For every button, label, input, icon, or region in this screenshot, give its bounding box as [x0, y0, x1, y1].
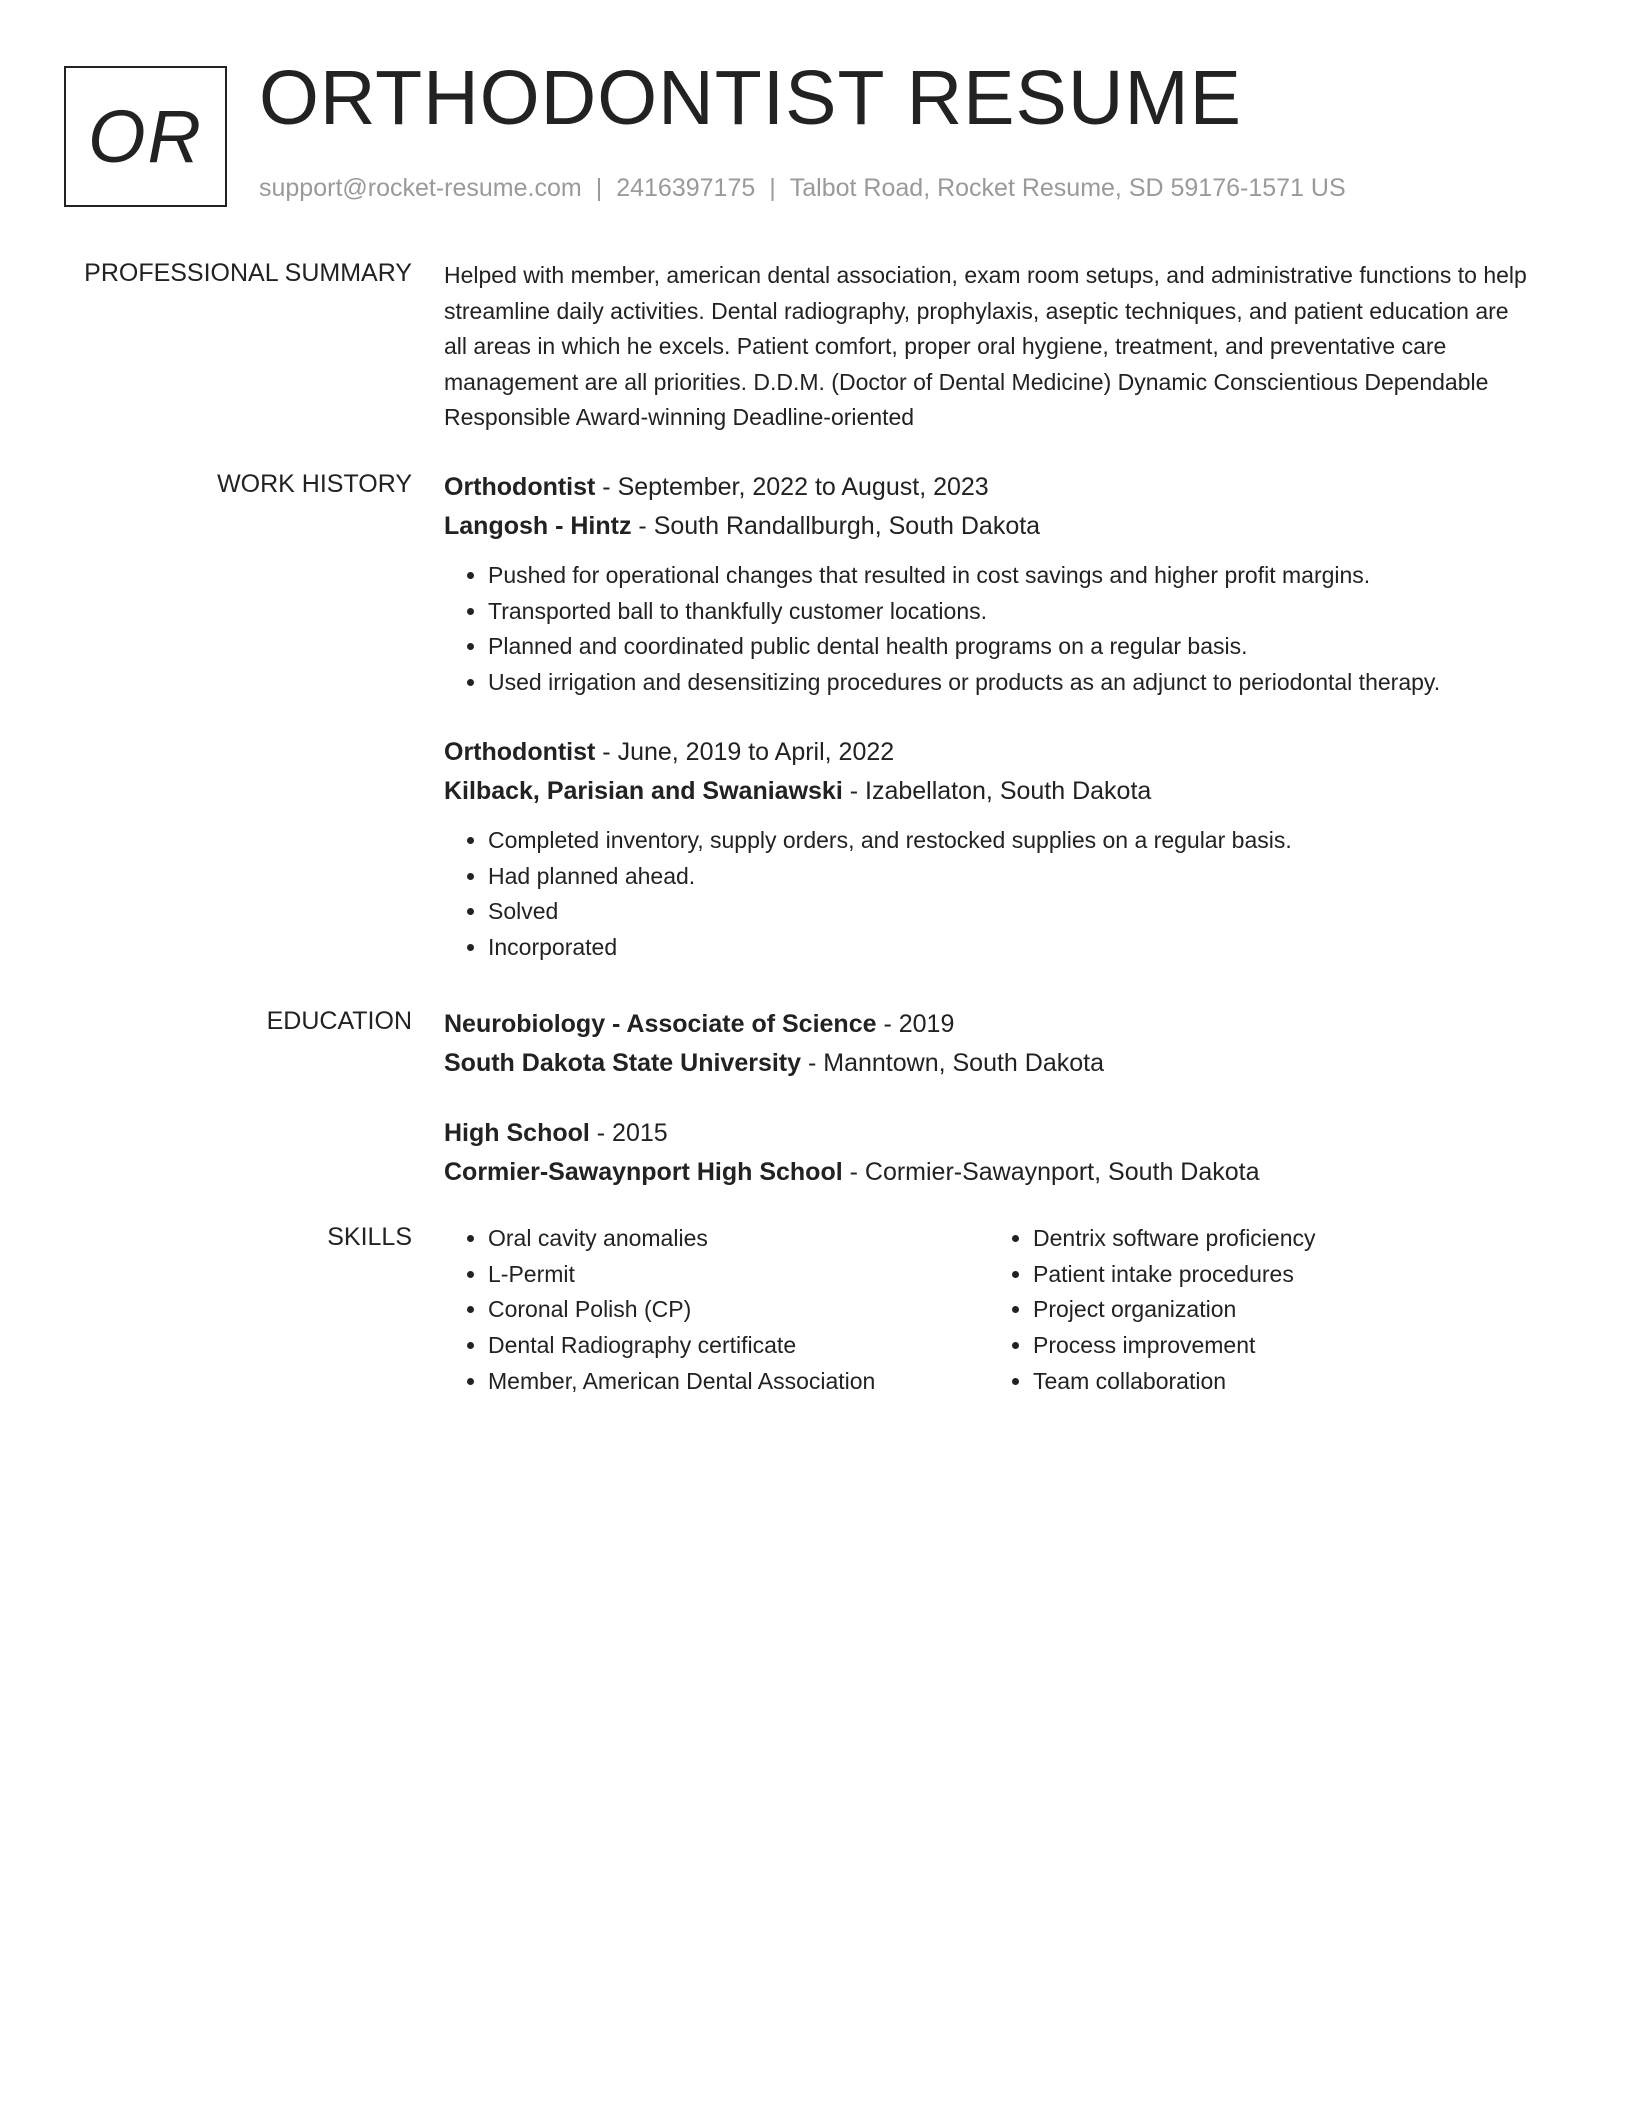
- skill-item: • Dental Radiography certificate: [488, 1328, 989, 1364]
- job-dates: - September, 2022 to August, 2023: [595, 473, 989, 501]
- education-year: - 2015: [589, 1119, 668, 1147]
- job-company-line: [444, 772, 1534, 811]
- job-title: Orthodontist: [444, 473, 596, 501]
- education-degree-line: [444, 1005, 1534, 1044]
- job-title-line: [444, 468, 1534, 507]
- skills-list-right: [989, 1221, 1534, 1400]
- education-school: Cormier-Sawaynport High School: [444, 1158, 843, 1186]
- education-entry: [444, 1005, 1534, 1083]
- skill-item: • Oral cavity anomalies: [488, 1221, 989, 1257]
- skills-list-left: [444, 1221, 989, 1400]
- education-school: South Dakota State University: [444, 1049, 802, 1077]
- skill-item: • Process improvement: [1033, 1328, 1534, 1364]
- skills-grid: [444, 1221, 1534, 1400]
- contact-separator: |: [769, 174, 776, 202]
- education-location: - Manntown, South Dakota: [801, 1049, 1104, 1077]
- job-company-line: [444, 507, 1534, 546]
- job-title-line: [444, 733, 1534, 772]
- education-degree: High School: [444, 1119, 590, 1147]
- job-bullet: • Completed inventory, supply orders, and restocked supplies on a regular basis.: [488, 823, 1534, 859]
- skill-item: • Member, American Dental Association: [488, 1364, 989, 1400]
- summary-text: Helped with member, american dental association, exam room setups, and administrative functions to help streamline daily activities. Dental radiography, prophylaxis, aseptic techniques, and patient education are all areas in which he excels. Patient comfort, proper oral hygiene, treatment, and preventative care management are all priorities. D.D.M. (Doctor of Dental Medicine) Dynamic Conscientious Dependable Responsible Award-winning Deadline-oriented: [444, 262, 1527, 430]
- education-location: - Cormier-Sawaynport, South Dakota: [842, 1158, 1260, 1186]
- skill-item: • Team collaboration: [1033, 1364, 1534, 1400]
- job-entry: [444, 733, 1534, 966]
- section-label-education: EDUCATION: [266, 1007, 412, 1035]
- section-label-skills: SKILLS: [327, 1223, 412, 1251]
- job-entry: [444, 468, 1534, 701]
- job-bullet: • Pushed for operational changes that resulted in cost savings and higher profit margins.: [488, 558, 1534, 594]
- education-entry: [444, 1114, 1534, 1192]
- job-bullet-list: [444, 558, 1534, 701]
- skill-item: • L-Permit: [488, 1257, 989, 1293]
- monogram-box: [64, 66, 227, 207]
- skill-item: • Coronal Polish (CP): [488, 1292, 989, 1328]
- education-school-line: [444, 1044, 1534, 1083]
- job-bullet: • Transported ball to thankfully customer locations.: [488, 594, 1534, 630]
- education-school-line: [444, 1153, 1534, 1192]
- summary-body: [444, 257, 1534, 436]
- skill-item: • Patient intake procedures: [1033, 1257, 1534, 1293]
- contact-address: Talbot Road, Rocket Resume, SD 59176-1571 US: [789, 174, 1346, 202]
- contact-email: support@rocket-resume.com: [259, 174, 582, 202]
- resume-title: ORTHODONTIST RESUME: [259, 55, 1243, 141]
- skills-column-right: [989, 1221, 1534, 1400]
- job-location: - South Randallburgh, South Dakota: [631, 512, 1041, 540]
- work-history-body: [444, 468, 1534, 966]
- contact-phone: 2416397175: [616, 174, 756, 202]
- skills-column-left: [444, 1221, 989, 1400]
- contact-line: [259, 173, 1346, 203]
- section-label-work-history: WORK HISTORY: [217, 470, 412, 498]
- job-bullet-list: [444, 823, 1534, 966]
- job-bullet: • Incorporated: [488, 930, 1534, 966]
- job-bullet: • Used irrigation and desensitizing procedures or products as an adjunct to periodontal therapy.: [488, 665, 1534, 701]
- skill-item: • Project organization: [1033, 1292, 1534, 1328]
- job-bullet: • Planned and coordinated public dental health programs on a regular basis.: [488, 629, 1534, 665]
- job-location: - Izabellaton, South Dakota: [842, 776, 1152, 805]
- skill-item: • Dentrix software proficiency: [1033, 1221, 1534, 1257]
- skills-body: [444, 1221, 1534, 1400]
- job-title: Orthodontist: [444, 737, 596, 766]
- job-bullet: • Solved: [488, 894, 1534, 930]
- education-degree: Neurobiology - Associate of Science: [444, 1010, 877, 1038]
- education-year: - 2019: [876, 1010, 955, 1038]
- education-degree-line: [444, 1114, 1534, 1153]
- job-dates: - June, 2019 to April, 2022: [595, 737, 895, 766]
- contact-separator: |: [595, 174, 603, 202]
- section-label-summary: PROFESSIONAL SUMMARY: [84, 259, 412, 287]
- job-bullet: • Had planned ahead.: [488, 859, 1534, 895]
- job-company: Kilback, Parisian and Swaniawski: [444, 776, 843, 805]
- education-body: [444, 1005, 1534, 1192]
- monogram-initials: OR: [88, 94, 203, 178]
- job-company: Langosh - Hintz: [444, 512, 632, 540]
